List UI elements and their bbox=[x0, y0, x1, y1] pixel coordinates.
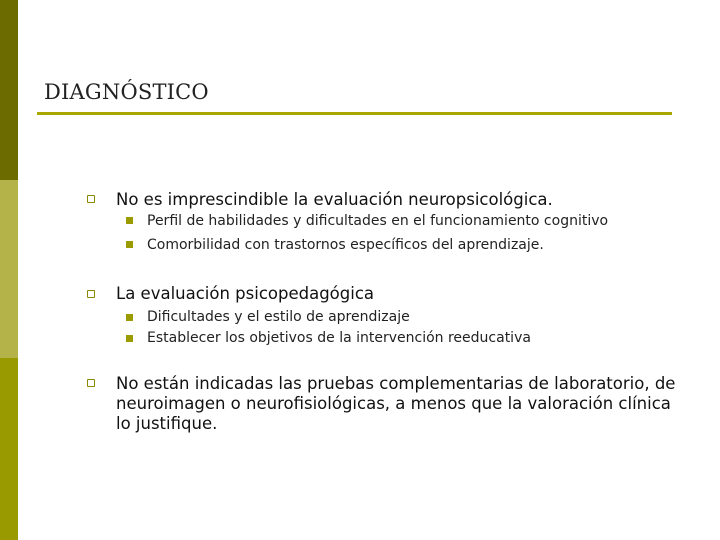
left-band-middle bbox=[0, 180, 18, 358]
bullet-square-icon bbox=[87, 290, 95, 298]
bullet-3-text: No están indicadas las pruebas complementarias de laboratorio, de neuroimagen o neurofisiológicas, a menos que la valoración clínica lo justifique. bbox=[116, 374, 676, 433]
sub-bullet-icon bbox=[126, 241, 133, 248]
sub-bullet-icon bbox=[126, 217, 133, 224]
bullet-1-text: No es imprescindible la evaluación neuropsicológica. bbox=[116, 190, 553, 209]
bullet-square-icon bbox=[87, 195, 95, 203]
sub-bullet-icon bbox=[126, 314, 133, 321]
sub-bullet-icon bbox=[126, 335, 133, 342]
bullet-1-sub-2: Comorbilidad con trastornos específicos del aprendizaje. bbox=[147, 237, 544, 253]
left-band-bottom bbox=[0, 358, 18, 540]
bullet-2-text: La evaluación psicopedagógica bbox=[116, 284, 375, 303]
bullet-square-icon bbox=[87, 379, 95, 387]
bullet-2-sub-2: Establecer los objetivos de la intervención reeducativa bbox=[147, 330, 531, 346]
slide-title: DIAGNÓSTICO bbox=[44, 80, 209, 104]
title-underline bbox=[37, 112, 672, 115]
left-band-top bbox=[0, 0, 18, 180]
bullet-1-sub-1: Perfil de habilidades y dificultades en el funcionamiento cognitivo bbox=[147, 213, 609, 229]
bullet-2-sub-1: Dificultades y el estilo de aprendizaje bbox=[147, 309, 410, 325]
